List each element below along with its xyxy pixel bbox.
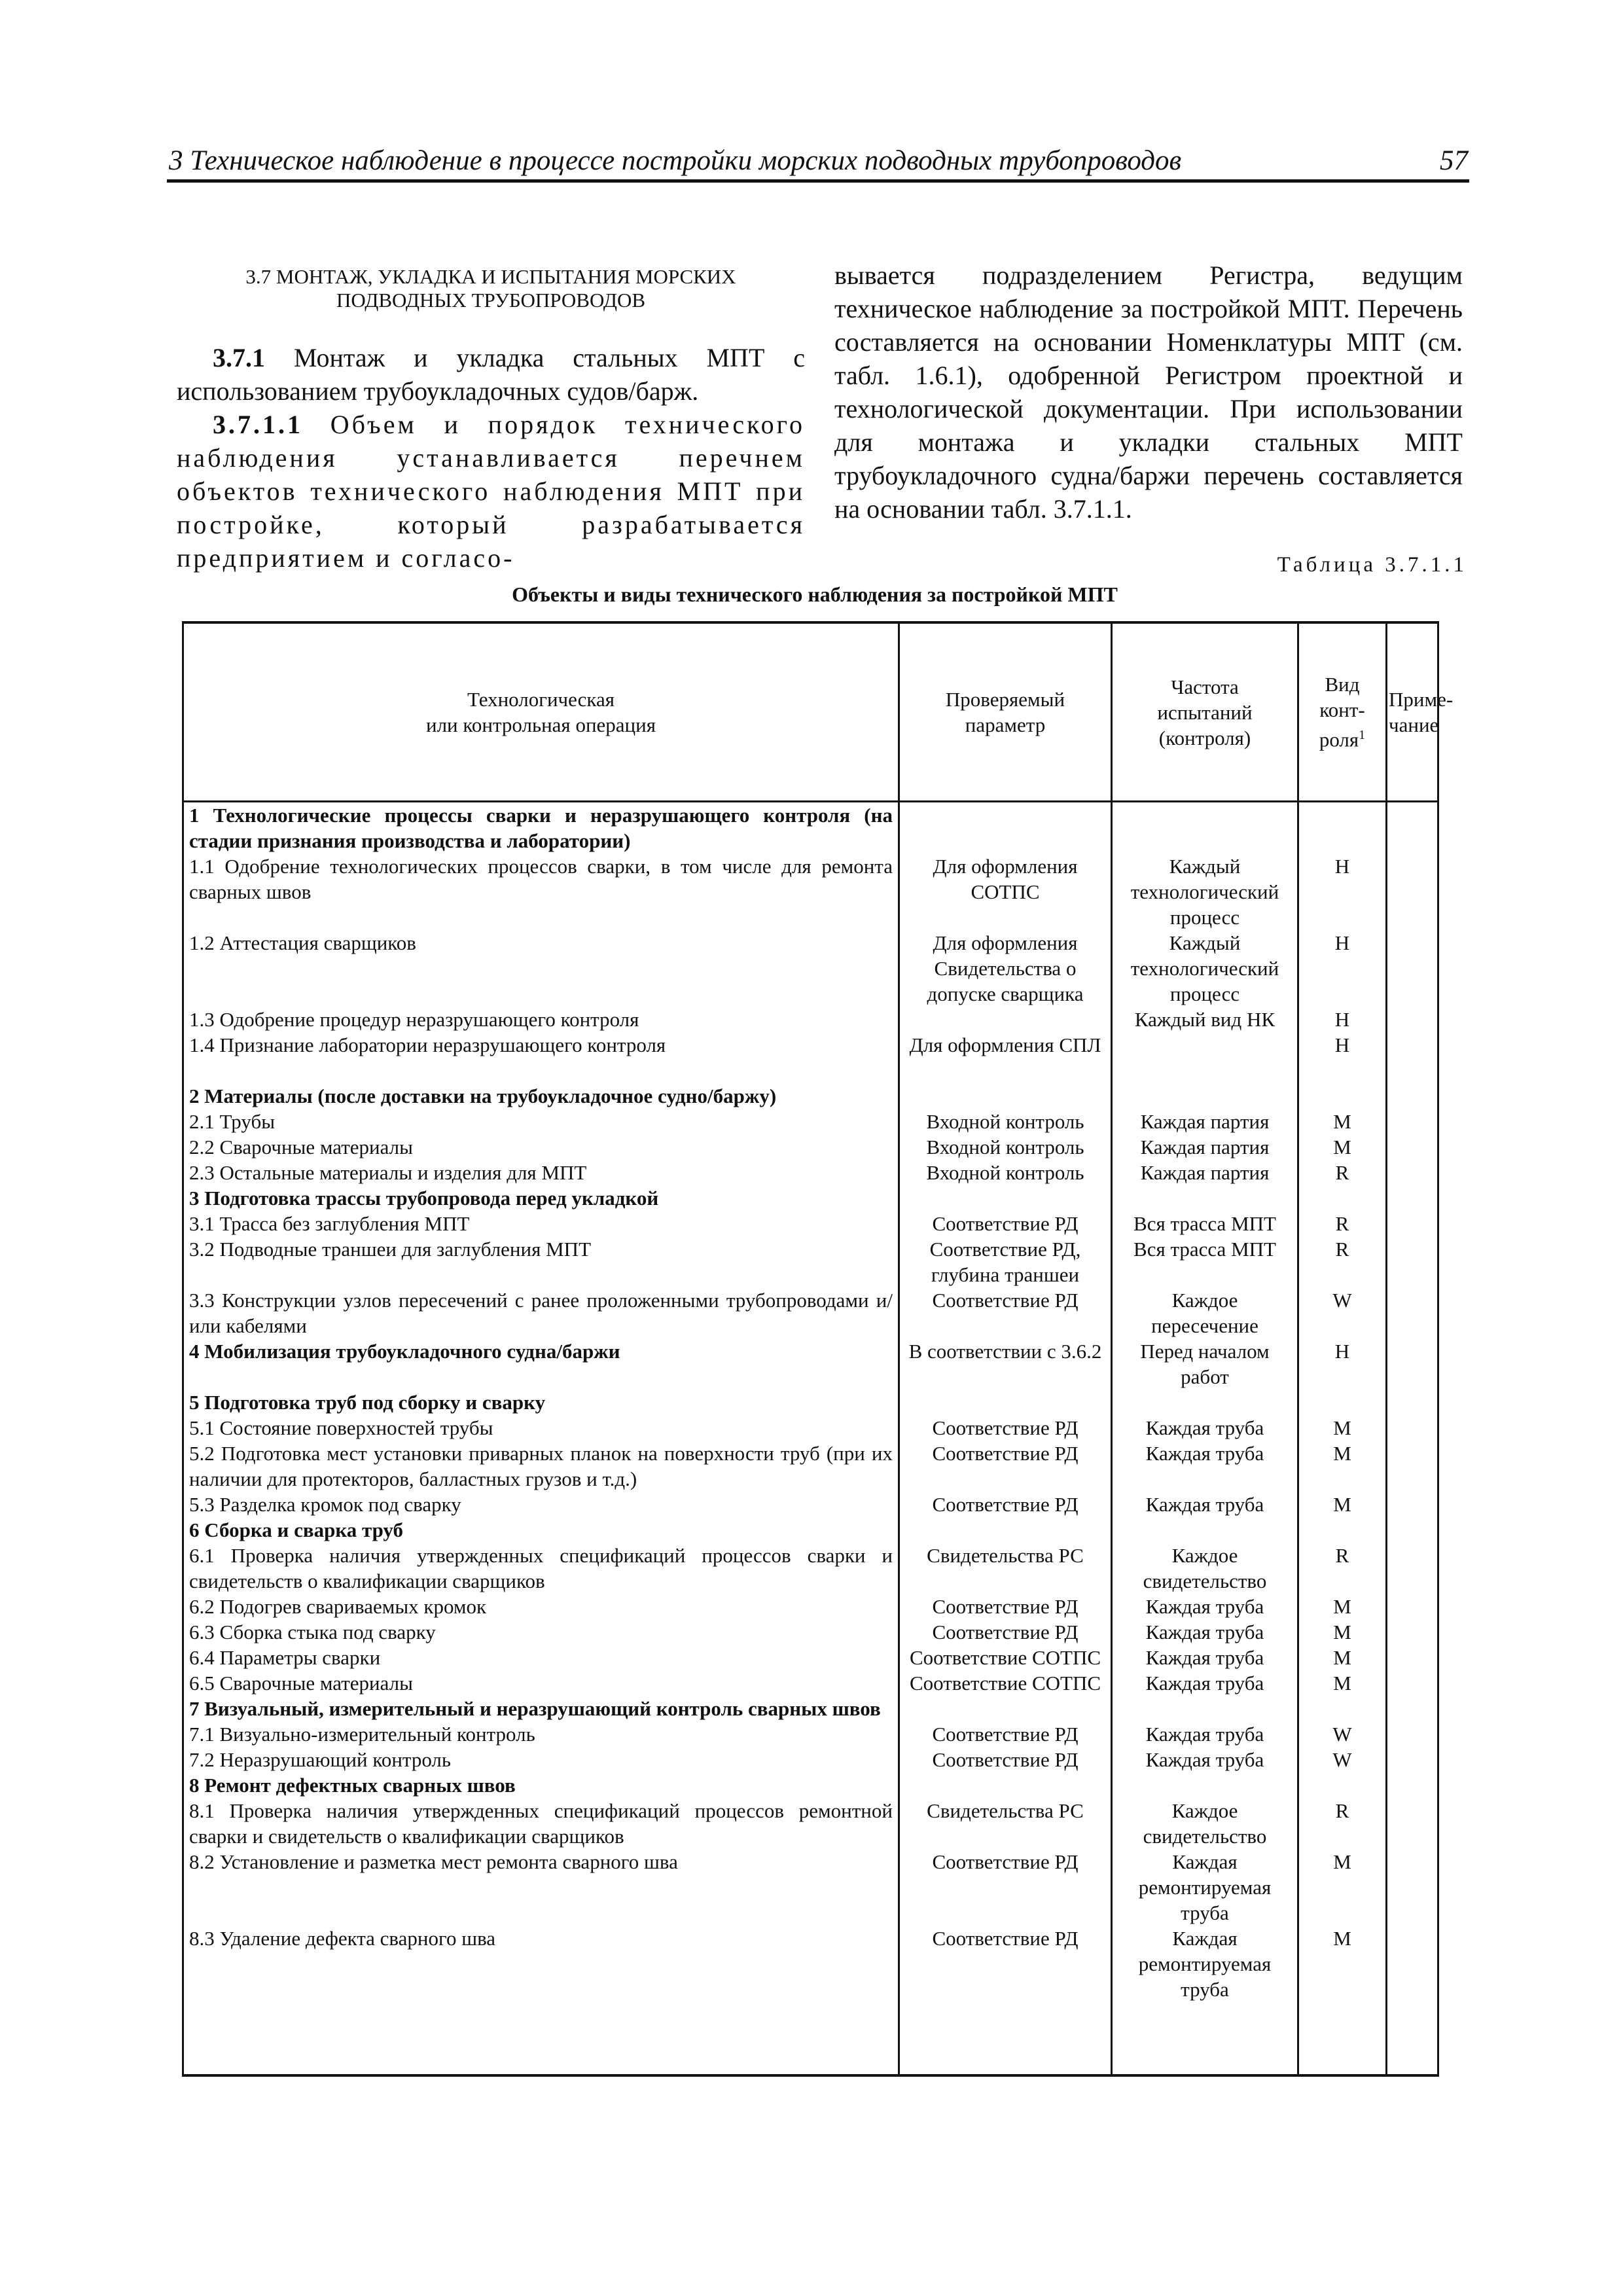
control-type-cell <box>1298 1517 1387 1543</box>
left-column <box>177 259 805 575</box>
frequency-cell: Каждая ремонтируемая труба <box>1112 1849 1298 1926</box>
control-type-cell: W <box>1298 1721 1387 1747</box>
table-row <box>183 2002 1438 2075</box>
paragraph-continuation: вывается подразделением Регистра, ведущим техническое наблюдение за постройкой МПТ. Перечень составляется на основании Номенклатуры МПТ (см. табл. 1.6.1), одобренной Регистром проектной и технологической документации. При использовании для монтажа и укладки стальных МПТ трубоукладочного судна/баржи перечень составляется на основании табл. 3.7.1.1. <box>834 260 1463 524</box>
table-row <box>183 1185 1438 1211</box>
control-type-cell: М <box>1298 1619 1387 1645</box>
parameter-cell: Соответствие РД <box>899 1594 1112 1619</box>
note-cell <box>1387 1007 1438 1032</box>
note-cell <box>1387 1670 1438 1696</box>
operation-cell: 3.2 Подводные траншеи для заглубления МПТ <box>183 1236 899 1287</box>
parameter-cell: Входной контроль <box>899 1109 1112 1134</box>
control-type-cell: Н <box>1298 1032 1387 1058</box>
operation-cell: 6.2 Подогрев свариваемых кромок <box>183 1594 899 1619</box>
parameter-cell <box>899 1696 1112 1721</box>
parameter-cell: Соответствие РД <box>899 1211 1112 1236</box>
table-row <box>183 1926 1438 2002</box>
right-column <box>834 259 1463 526</box>
frequency-cell <box>1112 1058 1298 1083</box>
parameter-cell: Соответствие РД <box>899 1287 1112 1338</box>
operation-cell: 4 Мобилизация трубоукладочного судна/баржи <box>183 1338 899 1390</box>
control-type-cell <box>1298 1083 1387 1109</box>
note-cell <box>1387 930 1438 1007</box>
parameter-cell: Свидетельства РС <box>899 1543 1112 1594</box>
operation-cell: 8 Ремонт дефектных сварных швов <box>183 1772 899 1798</box>
control-type-cell <box>1298 1772 1387 1798</box>
note-cell <box>1387 1441 1438 1492</box>
control-type-cell: R <box>1298 1211 1387 1236</box>
parameter-cell <box>899 1517 1112 1543</box>
note-cell <box>1387 1109 1438 1134</box>
frequency-cell: Каждое свидетельство <box>1112 1798 1298 1849</box>
note-cell <box>1387 1849 1438 1926</box>
note-cell <box>1387 1772 1438 1798</box>
control-type-cell: Н <box>1298 853 1387 930</box>
control-type-cell: R <box>1298 1236 1387 1287</box>
section-title-line2: ПОДВОДНЫХ ТРУБОПРОВОДОВ <box>336 289 646 312</box>
header-control-type <box>1298 622 1387 802</box>
operation-cell: 1.4 Признание лаборатории неразрушающего контроля <box>183 1032 899 1058</box>
frequency-cell: Каждая труба <box>1112 1492 1298 1517</box>
paragraph-3-7-1-1 <box>177 408 805 575</box>
table-row <box>183 1849 1438 1926</box>
note-cell <box>1387 1594 1438 1619</box>
operation-cell <box>183 1058 899 1083</box>
operation-cell: 6.4 Параметры сварки <box>183 1645 899 1670</box>
control-type-cell: W <box>1298 1747 1387 1772</box>
parameter-cell: Соответствие РД, глубина траншеи <box>899 1236 1112 1287</box>
control-type-cell <box>1298 2002 1387 2075</box>
frequency-cell <box>1112 1696 1298 1721</box>
frequency-cell <box>1112 2002 1298 2075</box>
operation-cell: 8.3 Удаление дефекта сварного шва <box>183 1926 899 2002</box>
note-cell <box>1387 1619 1438 1645</box>
control-type-cell: М <box>1298 1441 1387 1492</box>
frequency-cell: Каждая труба <box>1112 1594 1298 1619</box>
control-type-cell <box>1298 1390 1387 1415</box>
paragraph-3-7-1 <box>177 341 805 408</box>
parameter-cell: Свидетельства РС <box>899 1798 1112 1849</box>
control-type-cell: М <box>1298 1849 1387 1926</box>
note-cell <box>1387 1287 1438 1338</box>
table-row <box>183 1287 1438 1338</box>
control-type-cell: М <box>1298 1415 1387 1441</box>
parameter-cell <box>899 1772 1112 1798</box>
running-header <box>169 145 1468 178</box>
note-cell <box>1387 1185 1438 1211</box>
frequency-cell: Каждая труба <box>1112 1441 1298 1492</box>
note-cell <box>1387 1492 1438 1517</box>
operation-cell: 7.2 Неразрушающий контроль <box>183 1747 899 1772</box>
frequency-cell <box>1112 1185 1298 1211</box>
table-row <box>183 1772 1438 1798</box>
frequency-cell <box>1112 1390 1298 1415</box>
header-title: 3 Техническое наблюдение в процессе постройки морских подводных трубопроводов <box>169 145 1182 176</box>
table-row <box>183 1160 1438 1185</box>
table-row <box>183 930 1438 1007</box>
operation-cell: 2.1 Трубы <box>183 1109 899 1134</box>
section-title-line1: 3.7 МОНТАЖ, УКЛАДКА И ИСПЫТАНИЯ МОРСКИХ <box>245 265 736 288</box>
table-row <box>183 1058 1438 1083</box>
frequency-cell: Каждая труба <box>1112 1721 1298 1747</box>
parameter-cell: Соответствие РД <box>899 1721 1112 1747</box>
parameter-cell: Входной контроль <box>899 1134 1112 1160</box>
note-cell <box>1387 1798 1438 1849</box>
frequency-cell: Каждая партия <box>1112 1134 1298 1160</box>
operation-cell: 7.1 Визуально-измерительный контроль <box>183 1721 899 1747</box>
control-type-cell: М <box>1298 1134 1387 1160</box>
frequency-cell <box>1112 1517 1298 1543</box>
table-row <box>183 1747 1438 1772</box>
table-row <box>183 1134 1438 1160</box>
operation-cell: 6.5 Сварочные материалы <box>183 1670 899 1696</box>
parameter-cell <box>899 1185 1112 1211</box>
parameter-cell <box>899 1058 1112 1083</box>
table-row <box>183 1236 1438 1287</box>
frequency-cell: Вся трасса МПТ <box>1112 1211 1298 1236</box>
operation-cell: 3.3 Конструкции узлов пересечений с ранее проложенными трубопроводами и/или кабелями <box>183 1287 899 1338</box>
control-type-cell <box>1298 1185 1387 1211</box>
note-cell <box>1387 1415 1438 1441</box>
table-header-row <box>183 622 1438 802</box>
table-row <box>183 1492 1438 1517</box>
note-cell <box>1387 1696 1438 1721</box>
table-row <box>183 1543 1438 1594</box>
parameter-cell <box>899 2002 1112 2075</box>
control-type-cell: М <box>1298 1492 1387 1517</box>
table-row <box>183 1211 1438 1236</box>
frequency-cell: Каждый вид НК <box>1112 1007 1298 1032</box>
operation-cell: 1.1 Одобрение технологических процессов сварки, в том числе для ремонта сварных швов <box>183 853 899 930</box>
note-cell <box>1387 802 1438 854</box>
control-type-cell: R <box>1298 1160 1387 1185</box>
operation-cell: 8.2 Установление и разметка мест ремонта сварного шва <box>183 1849 899 1926</box>
paragraph-text: Монтаж и укладка стальных МПТ с использованием трубоукладочных судов/барж. <box>177 343 805 406</box>
frequency-cell <box>1112 802 1298 854</box>
control-type-cell: М <box>1298 1594 1387 1619</box>
operation-cell: 6 Сборка и сварка труб <box>183 1517 899 1543</box>
frequency-cell: Перед началом работ <box>1112 1338 1298 1390</box>
parameter-cell: В соответствии с 3.6.2 <box>899 1338 1112 1390</box>
note-cell <box>1387 1543 1438 1594</box>
control-type-cell <box>1298 802 1387 854</box>
section-title <box>177 265 805 312</box>
table-body <box>183 802 1438 2076</box>
parameter-cell: Соответствие РД <box>899 1415 1112 1441</box>
parameter-cell: Соответствие РД <box>899 1441 1112 1492</box>
note-cell <box>1387 1160 1438 1185</box>
header-rule <box>167 179 1469 183</box>
header-frequency: Частота испытаний (контроля) <box>1112 622 1298 802</box>
parameter-cell: Соответствие РД <box>899 1619 1112 1645</box>
frequency-cell: Каждая ремонтируемая труба <box>1112 1926 1298 2002</box>
table-row <box>183 1083 1438 1109</box>
table-row <box>183 853 1438 930</box>
table-row <box>183 1415 1438 1441</box>
note-cell <box>1387 1032 1438 1058</box>
parameter-cell: Соответствие РД <box>899 1849 1112 1926</box>
operation-cell: 5 Подготовка труб под сборку и сварку <box>183 1390 899 1415</box>
operation-cell: 3.1 Трасса без заглубления МПТ <box>183 1211 899 1236</box>
parameter-cell <box>899 1390 1112 1415</box>
parameter-cell: Для оформления Свидетельства о допуске сварщика <box>899 930 1112 1007</box>
frequency-cell: Каждый технологический процесс <box>1112 930 1298 1007</box>
note-cell <box>1387 1058 1438 1083</box>
table-row <box>183 802 1438 854</box>
frequency-cell: Каждая труба <box>1112 1645 1298 1670</box>
note-cell <box>1387 1134 1438 1160</box>
note-cell <box>1387 1721 1438 1747</box>
control-type-cell: R <box>1298 1543 1387 1594</box>
parameter-cell: Соответствие РД <box>899 1926 1112 2002</box>
control-type-cell <box>1298 1696 1387 1721</box>
operation-cell: 1 Технологические процессы сварки и неразрушающего контроля (на стадии признания производства и лаборатории) <box>183 802 899 854</box>
paragraph-number: 3.7.1.1 <box>213 410 303 439</box>
parameter-cell: Для оформления СПЛ <box>899 1032 1112 1058</box>
table-row <box>183 1390 1438 1415</box>
note-cell <box>1387 1926 1438 2002</box>
frequency-cell: Каждое пересечение <box>1112 1287 1298 1338</box>
table-row <box>183 1645 1438 1670</box>
note-cell <box>1387 853 1438 930</box>
operation-cell: 6.3 Сборка стыка под сварку <box>183 1619 899 1645</box>
control-type-cell <box>1298 1058 1387 1083</box>
control-type-cell: М <box>1298 1926 1387 2002</box>
parameter-cell: Соответствие СОТПС <box>899 1645 1112 1670</box>
control-type-cell: Н <box>1298 930 1387 1007</box>
note-cell <box>1387 1338 1438 1390</box>
table-row <box>183 1721 1438 1747</box>
table-row <box>183 1109 1438 1134</box>
table-row <box>183 1441 1438 1492</box>
frequency-cell: Каждая партия <box>1112 1160 1298 1185</box>
frequency-cell <box>1112 1083 1298 1109</box>
paragraph-number: 3.7.1 <box>213 343 265 372</box>
table-row <box>183 1007 1438 1032</box>
operation-cell <box>183 2002 899 2075</box>
frequency-cell: Каждый технологический процесс <box>1112 853 1298 930</box>
note-cell <box>1387 2002 1438 2075</box>
header-operation: Технологическая или контрольная операция <box>183 622 899 802</box>
frequency-cell: Каждое свидетельство <box>1112 1543 1298 1594</box>
table-row <box>183 1696 1438 1721</box>
table-row <box>183 1032 1438 1058</box>
control-type-cell: М <box>1298 1670 1387 1696</box>
frequency-cell: Каждая партия <box>1112 1109 1298 1134</box>
note-cell <box>1387 1645 1438 1670</box>
operation-cell: 3 Подготовка трассы трубопровода перед укладкой <box>183 1185 899 1211</box>
page-number: 57 <box>1440 145 1468 176</box>
table-number: Таблица 3.7.1.1 <box>1277 553 1467 577</box>
table-row <box>183 1619 1438 1645</box>
note-cell <box>1387 1211 1438 1236</box>
operation-cell: 2 Материалы (после доставки на трубоукладочное судно/баржу) <box>183 1083 899 1109</box>
operation-cell: 1.2 Аттестация сварщиков <box>183 930 899 1007</box>
control-type-cell: W <box>1298 1287 1387 1338</box>
parameter-cell <box>899 802 1112 854</box>
table-row <box>183 1798 1438 1849</box>
parameter-cell: Соответствие РД <box>899 1747 1112 1772</box>
operation-cell: 6.1 Проверка наличия утвержденных спецификаций процессов сварки и свидетельств о квалификации сварщиков <box>183 1543 899 1594</box>
operation-cell: 5.3 Разделка кромок под сварку <box>183 1492 899 1517</box>
frequency-cell: Каждая труба <box>1112 1747 1298 1772</box>
header-note: Приме- чание <box>1387 622 1438 802</box>
operation-cell: 1.3 Одобрение процедур неразрушающего контроля <box>183 1007 899 1032</box>
table-row <box>183 1517 1438 1543</box>
table-row <box>183 1594 1438 1619</box>
operation-cell: 5.1 Состояние поверхностей трубы <box>183 1415 899 1441</box>
operation-cell: 2.3 Остальные материалы и изделия для МПТ <box>183 1160 899 1185</box>
note-cell <box>1387 1083 1438 1109</box>
note-cell <box>1387 1390 1438 1415</box>
note-cell <box>1387 1747 1438 1772</box>
parameter-cell <box>899 1083 1112 1109</box>
header-parameter: Проверяемый параметр <box>899 622 1112 802</box>
control-type-cell: М <box>1298 1109 1387 1134</box>
control-type-cell: М <box>1298 1645 1387 1670</box>
paragraph-text: Объем и порядок технического наблюдения устанавливается перечнем объектов технического наблюдения МПТ при постройке, который разрабатывается предприятием и согласо- <box>177 410 805 573</box>
operation-cell: 7 Визуальный, измерительный и неразрушающий контроль сварных швов <box>183 1696 899 1721</box>
operation-cell: 2.2 Сварочные материалы <box>183 1134 899 1160</box>
control-type-cell: Н <box>1298 1338 1387 1390</box>
table-row <box>183 1670 1438 1696</box>
frequency-cell: Каждая труба <box>1112 1670 1298 1696</box>
operation-cell: 8.1 Проверка наличия утвержденных спецификаций процессов ремонтной сварки и свидетельств о квалификации сварщиков <box>183 1798 899 1849</box>
frequency-cell: Каждая труба <box>1112 1619 1298 1645</box>
inspection-table <box>182 621 1454 2077</box>
frequency-cell <box>1112 1772 1298 1798</box>
parameter-cell: Входной контроль <box>899 1160 1112 1185</box>
frequency-cell: Каждая труба <box>1112 1415 1298 1441</box>
note-cell <box>1387 1236 1438 1287</box>
table-caption: Объекты и виды технического наблюдения за постройкой МПТ <box>512 583 1118 606</box>
table-row <box>183 1338 1438 1390</box>
parameter-cell: Соответствие РД <box>899 1492 1112 1517</box>
footnote-marker: 1 <box>1359 728 1366 743</box>
header-control-type-text: Вид конт- роля <box>1319 673 1365 751</box>
frequency-cell <box>1112 1032 1298 1058</box>
control-type-cell: Н <box>1298 1007 1387 1032</box>
parameter-cell: Соответствие СОТПС <box>899 1670 1112 1696</box>
parameter-cell: Для оформления СОТПС <box>899 853 1112 930</box>
note-cell <box>1387 1517 1438 1543</box>
frequency-cell: Вся трасса МПТ <box>1112 1236 1298 1287</box>
control-type-cell: R <box>1298 1798 1387 1849</box>
operation-cell: 5.2 Подготовка мест установки приварных планок на поверхности труб (при их наличии для протекторов, балластных грузов и т.д.) <box>183 1441 899 1492</box>
parameter-cell <box>899 1007 1112 1032</box>
